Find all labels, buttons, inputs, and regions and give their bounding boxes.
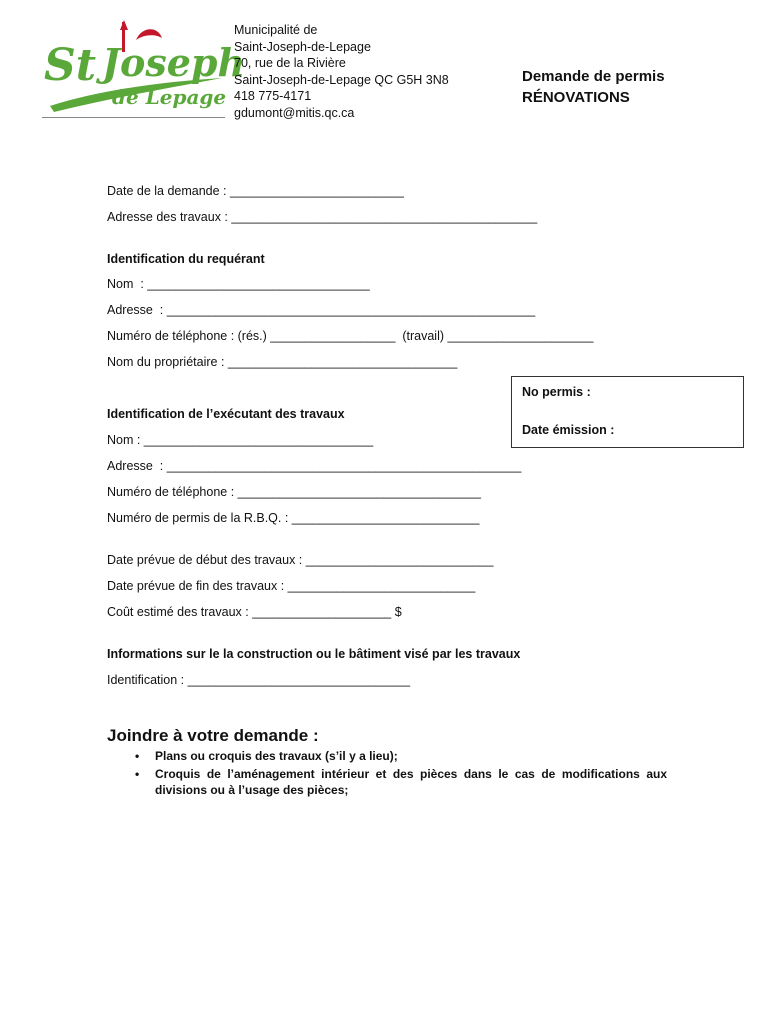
attachment-item [107,766,667,798]
contractor-phone-field[interactable]: Numéro de téléphone : ___________________________________ [107,485,481,499]
contact-email: gdumont@mitis.qc.ca [234,105,355,120]
attachment-item-text: Plans ou croquis des travaux (s’il y a lieu); [155,749,398,763]
document-title-line2: RÉNOVATIONS [522,89,630,106]
owner-name-field[interactable]: Nom du propriétaire : _________________________________ [107,355,458,369]
contact-phone: 418 775-4171 [234,89,312,103]
building-identification-field[interactable]: Identification : ________________________________ [107,673,411,687]
request-date-field[interactable]: Date de la demande : _________________________ [107,184,404,198]
permit-number-label: No permis : [522,385,591,399]
logo-text-lepage: de Lepage [112,85,227,109]
bullet-icon: • [135,767,140,781]
contractor-name-field[interactable]: Nom : _________________________________ [107,433,374,447]
applicant-name-field[interactable]: Nom : ________________________________ [107,277,370,291]
logo-text-joseph: Joseph [102,40,246,85]
attachment-item [107,748,667,764]
work-address-field[interactable]: Adresse des travaux : ____________________________________________ [107,210,538,224]
applicant-phone-field[interactable]: Numéro de téléphone : (rés.) __________________ (travail) _____________________ [107,329,594,343]
logo-underline [42,117,225,118]
logo-graphic [40,18,246,122]
applicant-heading: Identification du requérant [107,252,265,266]
municipality-logo [40,18,246,122]
applicant-address-field[interactable]: Adresse : _____________________________________________________ [107,303,536,317]
rbq-permit-field[interactable]: Numéro de permis de la R.B.Q. : ___________________________ [107,511,480,525]
contractor-heading: Identification de l’exécutant des travaux [107,407,345,421]
contact-line: 70, rue de la Rivière [234,56,346,70]
bullet-icon: • [135,749,140,763]
document-title [522,66,665,108]
end-date-field[interactable]: Date prévue de fin des travaux : ___________________________ [107,579,476,593]
municipality-contact [234,22,449,121]
permit-issue-date-label: Date émission : [522,423,615,437]
contact-line: Municipalité de [234,23,318,37]
contractor-address-field[interactable]: Adresse : ___________________________________________________ [107,459,522,473]
document-title-line1: Demande de permis [522,68,665,85]
attachments-heading: Joindre à votre demande : [107,726,319,745]
contact-line: Saint-Joseph-de-Lepage QC G5H 3N8 [234,72,449,87]
start-date-field[interactable]: Date prévue de début des travaux : ___________________________ [107,553,494,567]
permit-office-box [511,376,744,448]
estimated-cost-field[interactable]: Coût estimé des travaux : ____________________ $ [107,605,402,619]
logo-text-st: St [44,40,97,91]
building-info-heading: Informations sur le la construction ou le bâtiment visé par les travaux [107,647,521,661]
attachment-item-text: Croquis de l’aménagement intérieur et des pièces dans le cas de modifications aux divisions ou à l’usage des pièces; [155,767,667,797]
contact-line: Saint-Joseph-de-Lepage [234,39,371,54]
attachments-list [107,748,667,800]
